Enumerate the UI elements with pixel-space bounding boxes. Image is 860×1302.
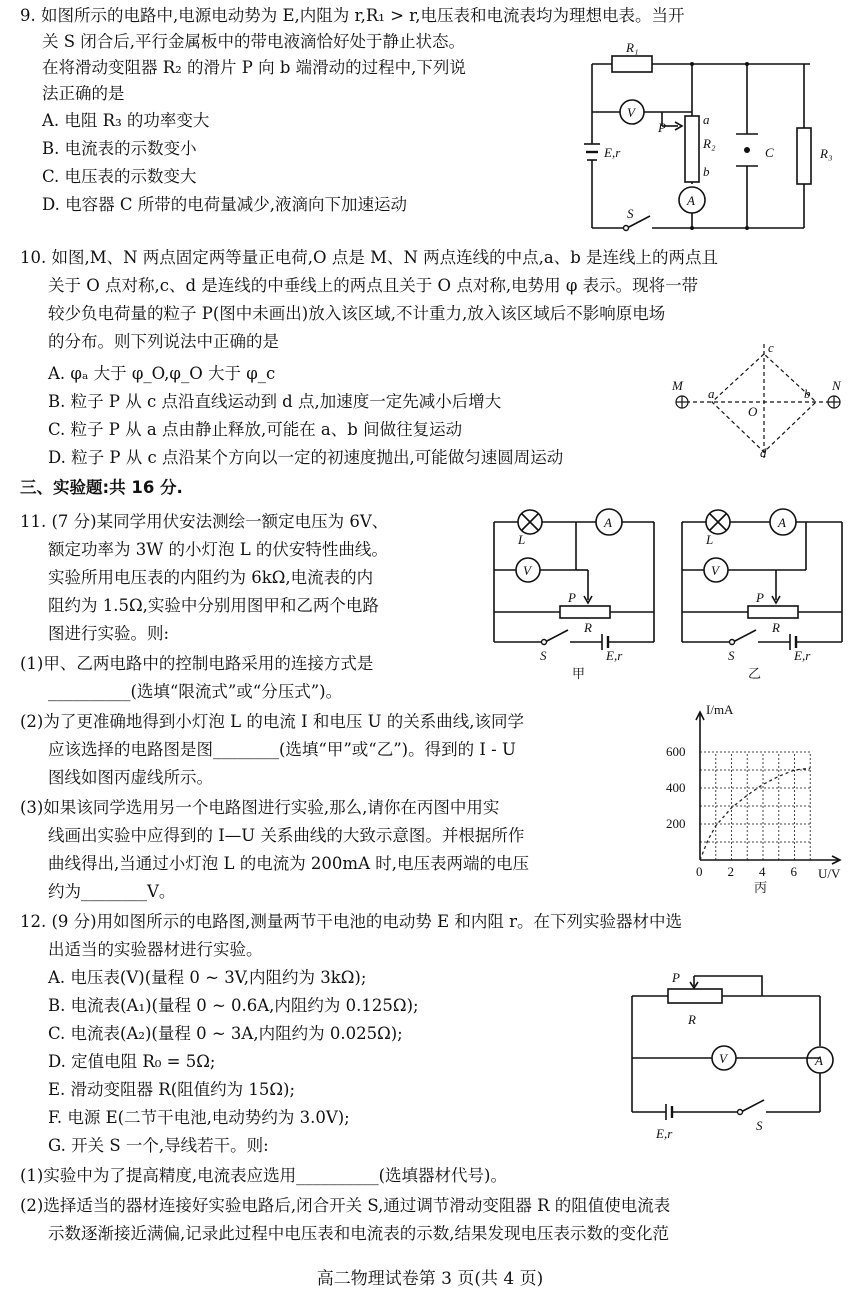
fig10-label-n: N <box>832 378 841 393</box>
fig10-label-d: d <box>760 445 767 460</box>
fig12-label-p: P <box>672 970 680 985</box>
fig-jia-label-v: V <box>523 563 531 578</box>
fig-yi-label-er: E,r <box>794 648 811 663</box>
q9-line-2: 关 S 闭合后,平行金属板中的带电液滴恰好处于静止状态。 <box>42 32 466 51</box>
q11-line-3: 实验所用电压表的内阻约为 6kΩ,电流表的内 <box>48 568 374 587</box>
fig-jia-label-p: P <box>568 590 576 605</box>
fig9-label-p: P <box>658 120 666 135</box>
chart-x-axis-label: U/V <box>818 866 841 881</box>
page-footer: 高二物理试卷第 3 页(共 4 页) <box>316 1269 544 1289</box>
fig12-label-r: R <box>688 1012 696 1027</box>
fig-jia-label-l: L <box>518 532 526 547</box>
chart-caption: 丙 <box>754 880 768 894</box>
q11-circuit-yi <box>676 502 856 682</box>
fig12-label-a: A <box>815 1053 823 1068</box>
fig10-label-a: a <box>708 386 715 401</box>
q9-line-3: 在将滑动变阻器 R₂ 的滑片 P 向 b 端滑动的过程中,下列说 <box>42 58 466 77</box>
chart-x-tick-label: 6 <box>790 864 797 879</box>
chart-x-tick-label: 2 <box>727 864 734 879</box>
q10-line-2: 关于 O 点对称,c、d 是连线的中垂线上的两点且关于 O 点对称,电势用 φ 表示。现将一带 <box>48 276 699 295</box>
fig9-label-b: b <box>703 164 710 179</box>
fig9-label-s: S <box>627 206 634 221</box>
q10-line-4: 的分布。则下列说法中正确的是 <box>48 332 279 351</box>
q9-line-1: 9. 如图所示的电路中,电源电动势为 E,内阻为 r,R₁ > r,电压表和电流表均为理想电表。当开 <box>20 6 685 25</box>
chart-y-tick-label: 400 <box>666 780 686 795</box>
q11-part2-line-1: (2)为了更准确地得到小灯泡 L 的电流 I 和电压 U 的关系曲线,该同学 <box>20 712 524 731</box>
fig10-label-c: c <box>768 340 774 355</box>
q12-part2-line-2: 示数逐渐接近满偏,记录此过程中电压表和电流表的示数,结果发现电压表示数的变化范 <box>48 1224 669 1243</box>
q11-line-2: 额定功率为 3W 的小灯泡 L 的伏安特性曲线。 <box>48 540 388 559</box>
fig-jia-label-s: S <box>540 648 547 663</box>
q12-option-c: C. 电流表(A₂)(量程 0 ~ 3A,内阻约为 0.025Ω); <box>48 1024 403 1043</box>
fig9-label-c: C <box>765 145 774 160</box>
q9-circuit-diagram <box>572 36 852 242</box>
q12-line-2: 出适当的实验器材进行实验。 <box>48 940 263 959</box>
fig-yi-label-v: V <box>711 563 719 578</box>
fig-yi-label-l: L <box>706 532 714 547</box>
q11-line-4: 阻约为 1.5Ω,实验中分别用图甲和乙两个电路 <box>48 596 379 615</box>
q11-line-1: 11. (7 分)某同学用伏安法测绘一额定电压为 6V、 <box>20 512 389 531</box>
fig9-label-ammeter: A <box>687 193 695 208</box>
q11-part2-line-3: 图线如图丙虚线所示。 <box>48 768 213 787</box>
fig9-label-a: a <box>703 112 710 127</box>
fig9-label-v: V <box>627 105 635 120</box>
fig-yi-label-p: P <box>756 590 764 605</box>
q11-part3-line-4: 约为________V。 <box>48 882 176 901</box>
q12-option-g: G. 开关 S 一个,导线若干。则: <box>48 1136 269 1155</box>
fig12-label-v: V <box>719 1051 727 1066</box>
q12-part2-line-1: (2)选择适当的器材连接好实验电路后,闭合开关 S,通过调节滑动变阻器 R 的阻值使电流表 <box>20 1196 671 1215</box>
fig-jia-caption: 甲 <box>572 666 586 681</box>
fig12-label-s: S <box>756 1118 763 1133</box>
q12-part1: (1)实验中为了提高精度,电流表应选用__________(选填器材代号)。 <box>20 1166 507 1185</box>
q11-iu-chart <box>662 700 854 894</box>
fig9-label-r2: R₂ <box>703 136 716 151</box>
q10-option-d: D. 粒子 P 从 c 点沿某个方向以一定的初速度抛出,可能做匀速圆周运动 <box>48 448 564 467</box>
section-heading-experiments: 三、实验题:共 16 分. <box>20 478 183 497</box>
q12-option-b: B. 电流表(A₁)(量程 0 ~ 0.6A,内阻约为 0.125Ω); <box>48 996 419 1015</box>
q12-option-f: F. 电源 E(二节干电池,电动势约为 3.0V); <box>48 1108 350 1127</box>
fig-yi-caption: 乙 <box>748 666 762 681</box>
q9-option-c: C. 电压表的示数变大 <box>42 167 197 186</box>
q9-option-b: B. 电流表的示数变小 <box>42 139 197 158</box>
fig-yi-label-r: R <box>772 620 780 635</box>
fig9-label-r1: R₁ <box>626 40 639 55</box>
q9-option-a: A. 电阻 R₃ 的功率变大 <box>42 111 210 130</box>
q11-part1-line-1: (1)甲、乙两电路中的控制电路采用的连接方式是 <box>20 654 374 673</box>
q10-option-a: A. φₐ 大于 φ_O,φ_O 大于 φ_c <box>48 364 276 383</box>
fig-yi-label-a: A <box>778 515 786 530</box>
q11-line-5: 图进行实验。则: <box>48 624 170 643</box>
fig-jia-label-er: E,r <box>606 648 623 663</box>
fig10-label-b: b <box>804 386 811 401</box>
q12-circuit-diagram <box>620 962 852 1150</box>
chart-y-tick-label: 200 <box>666 816 686 831</box>
q12-option-e: E. 滑动变阻器 R(阻值约为 15Ω); <box>48 1080 296 1099</box>
q9-line-4: 法正确的是 <box>42 84 125 103</box>
fig12-label-er: E,r <box>656 1126 673 1141</box>
q10-option-c: C. 粒子 P 从 a 点由静止释放,可能在 a、b 间做往复运动 <box>48 420 463 439</box>
fig10-label-m: M <box>672 378 683 393</box>
q12-option-d: D. 定值电阻 R₀ = 5Ω; <box>48 1052 216 1071</box>
q11-part3-line-3: 曲线得出,当通过小灯泡 L 的电流为 200mA 时,电压表两端的电压 <box>48 854 529 873</box>
chart-y-axis-label: I/mA <box>706 702 734 717</box>
chart-series-dashed-line <box>700 768 810 860</box>
q11-part3-line-1: (3)如果该同学选用另一个电路图进行实验,那么,请你在丙图中用实 <box>20 798 500 817</box>
chart-x-tick-label: 0 <box>696 864 703 879</box>
q10-option-b: B. 粒子 P 从 c 点沿直线运动到 d 点,加速度一定先减小后增大 <box>48 392 502 411</box>
chart-x-tick-label: 4 <box>759 864 766 879</box>
q12-line-1: 12. (9 分)用如图所示的电路图,测量两节干电池的电动势 E 和内阻 r。在下列实验器材中选 <box>20 912 683 931</box>
chart-y-tick-label: 600 <box>666 744 686 759</box>
q10-line-3: 较少负电荷量的粒子 P(图中未画出)放入该区域,不计重力,放入该区域后不影响原电场 <box>48 304 666 323</box>
fig-yi-label-s: S <box>728 648 735 663</box>
q11-circuit-jia <box>488 502 668 682</box>
q9-option-d: D. 电容器 C 所带的电荷量减少,液滴向下加速运动 <box>42 195 407 214</box>
q11-part2-line-2: 应该选择的电路图是图________(选填“甲”或“乙”)。得到的 I - U <box>48 740 516 759</box>
fig9-label-er: E,r <box>604 145 621 160</box>
q11-part1-line-2: __________(选填“限流式”或“分压式”)。 <box>48 682 343 701</box>
fig-jia-label-r: R <box>584 620 592 635</box>
q12-option-a: A. 电压表(V)(量程 0 ~ 3V,内阻约为 3kΩ); <box>48 968 367 987</box>
fig-jia-label-a: A <box>604 515 612 530</box>
fig10-label-o: O <box>748 404 758 419</box>
q10-line-1: 10. 如图,M、N 两点固定两等量正电荷,O 点是 M、N 两点连线的中点,a、b 是连线上的两点且 <box>20 248 719 267</box>
q10-charge-diagram <box>668 336 852 464</box>
q11-part3-line-2: 线画出实验中应得到的 I—U 关系曲线的大致示意图。并根据所作 <box>48 826 525 845</box>
fig9-label-r3: R₃ <box>820 146 833 161</box>
